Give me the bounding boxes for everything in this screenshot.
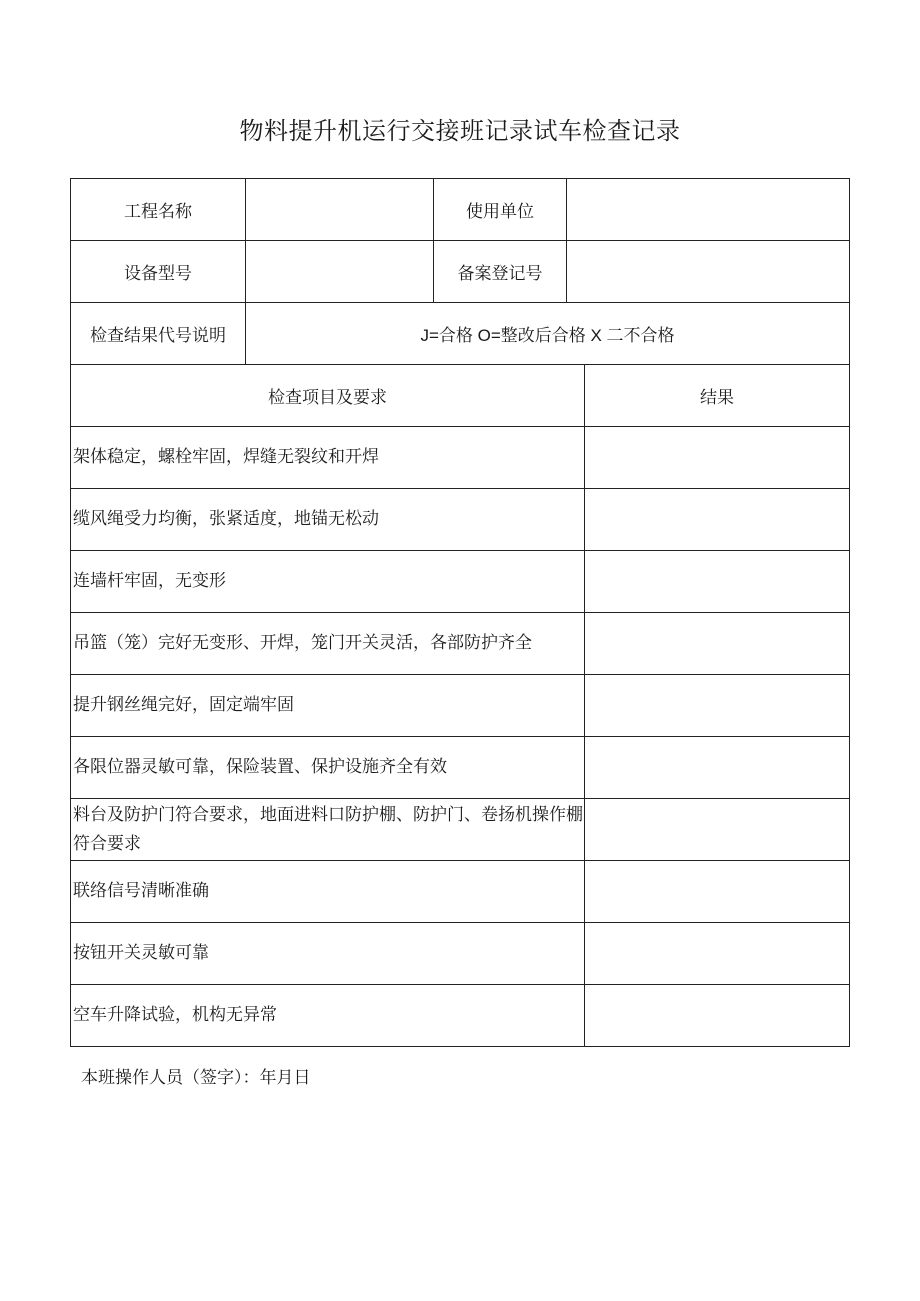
check-result-cell[interactable] xyxy=(585,799,850,861)
check-result-cell[interactable] xyxy=(585,551,850,613)
table-row xyxy=(71,489,850,551)
table-row xyxy=(71,799,850,861)
document-title: 物料提升机运行交接班记录试车检查记录 xyxy=(239,117,681,145)
operator-signature-line: 本班操作人员（签字）：年月日 xyxy=(81,1068,311,1088)
check-item-text: 各限位器灵敏可靠，保险装置、保护设施齐全有效 xyxy=(71,737,585,799)
items-column-header: 检查项目及要求 xyxy=(71,365,585,427)
table-row xyxy=(71,861,850,923)
column-header-row xyxy=(71,365,850,427)
project-name-field[interactable] xyxy=(246,179,434,241)
check-item-text: 提升钢丝绳完好，固定端牢固 xyxy=(71,675,585,737)
result-code-label: 检查结果代号说明 xyxy=(71,303,246,365)
check-item-text: 按钮开关灵敏可靠 xyxy=(71,923,585,985)
check-result-cell[interactable] xyxy=(585,923,850,985)
check-item-text: 空车升降试验，机构无异常 xyxy=(71,985,585,1047)
check-item-text: 架体稳定，螺栓牢固，焊缝无裂纹和开焊 xyxy=(71,427,585,489)
check-result-cell[interactable] xyxy=(585,489,850,551)
check-item-text: 吊篮（笼）完好无变形、开焊，笼门开关灵活，各部防护齐全 xyxy=(71,613,585,675)
user-unit-field[interactable] xyxy=(567,179,850,241)
check-result-cell[interactable] xyxy=(585,861,850,923)
check-item-text: 连墙杆牢固，无变形 xyxy=(71,551,585,613)
check-item-text: 料台及防护门符合要求，地面进料口防护棚、防护门、卷扬机操作棚符合要求 xyxy=(71,799,585,861)
check-result-cell[interactable] xyxy=(585,427,850,489)
table-row xyxy=(71,675,850,737)
check-item-text: 联络信号清晰准确 xyxy=(71,861,585,923)
header-row-equipment xyxy=(71,241,850,303)
table-row xyxy=(71,737,850,799)
table-row xyxy=(71,613,850,675)
check-result-cell[interactable] xyxy=(585,613,850,675)
equipment-model-label: 设备型号 xyxy=(71,241,246,303)
equipment-model-field[interactable] xyxy=(246,241,434,303)
registration-no-label: 备案登记号 xyxy=(434,241,567,303)
check-item-text: 缆风绳受力均衡，张紧适度，地锚无松动 xyxy=(71,489,585,551)
result-code-legend: J=合格 O=整改后合格 X 二不合格 xyxy=(246,303,850,365)
inspection-form-table xyxy=(70,178,850,1047)
result-column-header: 结果 xyxy=(585,365,850,427)
check-result-cell[interactable] xyxy=(585,675,850,737)
table-row xyxy=(71,923,850,985)
check-result-cell[interactable] xyxy=(585,737,850,799)
user-unit-label: 使用单位 xyxy=(434,179,567,241)
table-row xyxy=(71,427,850,489)
check-result-cell[interactable] xyxy=(585,985,850,1047)
registration-no-field[interactable] xyxy=(567,241,850,303)
table-row xyxy=(71,551,850,613)
header-row-result-codes xyxy=(71,303,850,365)
header-row-project xyxy=(71,179,850,241)
table-row xyxy=(71,985,850,1047)
project-name-label: 工程名称 xyxy=(71,179,246,241)
